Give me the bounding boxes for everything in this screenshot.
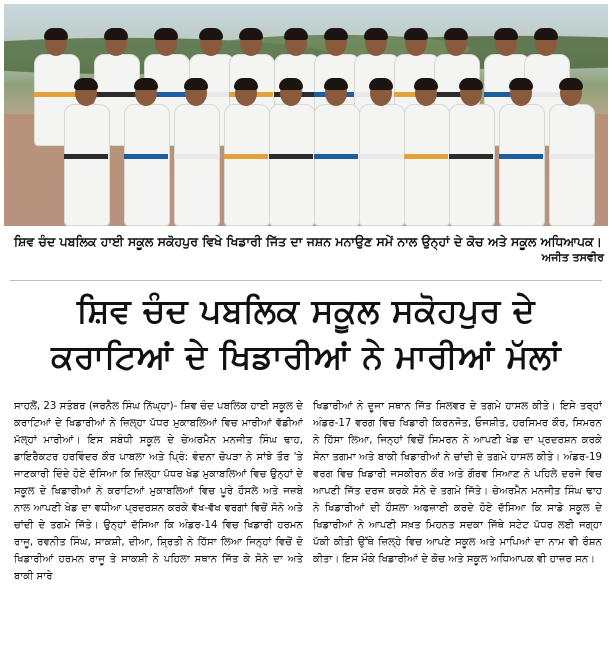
article-paragraph-2: ਖਿਡਾਰੀਆਂ ਨੇ ਦੂਜਾ ਸਥਾਨ ਜਿੱਤ ਸਿਲਵਰ ਦੇ ਤਗਮੇ ਹਾਸਲ ਕੀਤੇ। ਇਸੇ ਤਰ੍ਹਾਂ ਅੰਡਰ-17 ਵਰਗ ਵਿਚ ਖਿਡਾਰੀ ਕਿਰਨਜੋਤ, ਓਜਸ਼ੀਤ, ਹਰਸਿਮਰ ਕੌਰ, ਸਿਮਰਨ ਨੇ ਹਿੱਸਾ ਲਿਆ, ਜਿਨ੍ਹਾਂ ਵਿਚੋਂ ਸਿਮਰਨ ਨੇ ਆਪਣੀ ਖੇਡ ਦਾ ਪ੍ਰਦਰਸ਼ਨ ਕਰਕੇ ਸੋਨਾ ਤਗਮਾ ਅਤੇ ਬਾਕੀ ਖਿਡਾਰੀਆਂ ਨੇ ਚਾਂਦੀ ਦੇ ਤਗਮੇ ਹਾਸਲ ਕੀਤੇ। ਅੰਡਰ-19 ਵਰਗ ਵਿਚ ਖਿਡਾਰੀ ਜਸਕੀਰਨ ਕੌਰ ਅਤੇ ਗੌਰਵ ਸਿਆਣ ਨੇ ਪਹਿਲੇ ਦਰਜੇ ਵਿਚ ਆਪਣੀ ਜਿੱਤ ਦਰਜ ਕਰਕੇ ਸੋਨੇ ਦੇ ਤਗਮੇ ਜਿੱਤੇ। ਚੇਅਰਮੈਨ ਮਨਜੀਤ ਸਿੰਘ ਢਾਹ ਨੇ ਖਿਡਾਰੀਆਂ ਦੀ ਹੌਸਲਾ ਅਫਜ਼ਾਈ ਕਰਦੇ ਹੋਏ ਦੱਸਿਆ ਕਿ ਸਾਡੇ ਸਕੂਲ ਦੇ ਖਿਡਾਰੀਆਂ ਨੇ ਆਪਣੀ ਸਖ਼ਤ ਮਿਹਨਤ ਸਦਕਾ ਜਿੱਥੇ ਸਟੇਟ ਪੱਧਰ ਲਈ ਜਗ੍ਹਾ ਪੱਕੀ ਕੀਤੀ ਉੱਥੇ ਜ਼ਿਲ੍ਹੇ ਵਿਚ ਆਪਣੇ ਸਕੂਲ ਅਤੇ ਮਾਪਿਆਂ ਦਾ ਨਾਮ ਵੀ ਰੌਸ਼ਨ ਕੀਤਾ। ਇਸ ਮੌਕੇ ਖਿਡਾਰੀਆਂ ਦੇ ਕੋਚ ਅਤੇ ਸਕੂਲ ਅਧਿਆਪਕ ਵੀ ਹਾਜ਼ਰ ਸਨ।	[313, 401, 602, 565]
headline	[12, 288, 600, 380]
article-column-2	[313, 398, 602, 650]
article-body	[14, 398, 602, 650]
headline-line-1: ਸ਼ਿਵ ਚੰਦ ਪਬਲਿਕ ਸਕੂਲ ਸਕੋਹਪੁਰ ਦੇ	[76, 291, 536, 330]
photo-credit: ਅਜੀਤ ਤਸਵੀਰ	[541, 251, 604, 264]
article-paragraph-1: ਸਾਹਲੋਂ, 23 ਸਤੰਬਰ (ਜਰਨੈਲ ਸਿੰਘ ਨਿੱਘ੍ਹਾ)- ਸ਼ਿਵ ਚੰਦ ਪਬਲਿਕ ਹਾਈ ਸਕੂਲ ਦੇ ਕਰਾਟਿਆਂ ਦੇ ਖਿਡਾਰੀਆਂ ਨੇ ਜ਼ਿਲ੍ਹਾ ਪੱਧਰ ਮੁਕਾਬਲਿਆਂ ਵਿਚ ਮਾਰੀਆਂ ਵੱਡੀਆਂ ਮੱਲ੍ਹਾਂ ਮਾਰੀਆਂ। ਇਸ ਸਬੰਧੀ ਸਕੂਲ ਦੇ ਚੇਅਰਮੈਨ ਮਨਜੀਤ ਸਿੰਘ ਢਾਹ, ਡਾਇਰੈਕਟਰ ਹਰਵਿੰਦਰ ਕੌਰ ਪਾਬਲਾ ਅਤੇ ਪ੍ਰਿੰ: ਵੰਦਨਾ ਚੋਪੜਾ ਨੇ ਸਾਂਝੇ ਤੌਰ 'ਤੇ ਜਾਣਕਾਰੀ ਦਿੰਦੇ ਹੋਏ ਦੱਸਿਆ ਕਿ ਜ਼ਿਲ੍ਹਾ ਪੱਧਰ ਖੇਡ ਮੁਕਾਬਲਿਆਂ ਵਿਚ ਉਨ੍ਹਾਂ ਦੇ ਸਕੂਲ ਦੇ ਖਿਡਾਰੀਆਂ ਨੇ ਕਰਾਟਿਆਂ ਮੁਕਾਬਲਿਆਂ ਵਿਚ ਪੂਰੇ ਹੌਸਲੇ ਅਤੇ ਜਜ਼ਬੇ ਨਾਲ ਆਪਣੀ ਖੇਡ ਦਾ ਵਧੀਆ ਪ੍ਰਦਰਸ਼ਨ ਕਰਕੇ ਵੱਖ-ਵੱਖ ਵਰਗਾਂ ਵਿਚੋਂ ਸੋਨੇ ਅਤੇ ਚਾਂਦੀ ਦੇ ਤਗਮੇ ਜਿੱਤੇ। ਉਨ੍ਹਾਂ ਦੱਸਿਆ ਕਿ ਅੰਡਰ-14 ਵਿਚ ਖਿਡਾਰੀ ਹਰਮਨ ਰਾਜੂ, ਰਵਨੀਤ ਸਿੰਘ, ਸਾਕਸ਼ੀ, ਦੀਆ, ਸ਼੍ਰਿਤੀ ਨੇ ਹਿੱਸਾ ਲਿਆ ਜਿਨ੍ਹਾਂ ਵਿਚੋਂ ਦੋ ਖਿਡਾਰੀਆਂ ਹਰਮਨ ਰਾਜੂ ਤੇ ਸਾਕਸ਼ੀ ਨੇ ਪਹਿਲਾ ਸਥਾਨ ਜਿੱਤ ਕੇ ਸੋਨੇ ਦਾ ਅਤੇ ਬਾਕੀ ਸਾਰੇ	[14, 401, 303, 582]
headline-line-2: ਕਰਾਟਿਆਂ ਦੇ ਖਿਡਾਰੀਆਂ ਨੇ ਮਾਰੀਆਂ ਮੱਲਾਂ	[51, 337, 561, 376]
article-column-1	[14, 398, 303, 650]
team-photo-image	[4, 4, 608, 226]
photo-caption	[10, 230, 602, 272]
divider	[10, 280, 602, 281]
caption-text: ਸ਼ਿਵ ਚੰਦ ਪਬਲਿਕ ਹਾਈ ਸਕੂਲ ਸਕੋਹਪੁਰ ਵਿਖੇ ਖਿਡਾਰੀ ਜਿੱਤ ਦਾ ਜਸ਼ਨ ਮਨਾਉਣ ਸਮੇਂ ਨਾਲ ਉਨ੍ਹਾਂ ਦੇ ਕੋਚ ਅਤੇ ਸਕੂਲ ਅਧਿਆਪਕ।	[14, 234, 602, 249]
